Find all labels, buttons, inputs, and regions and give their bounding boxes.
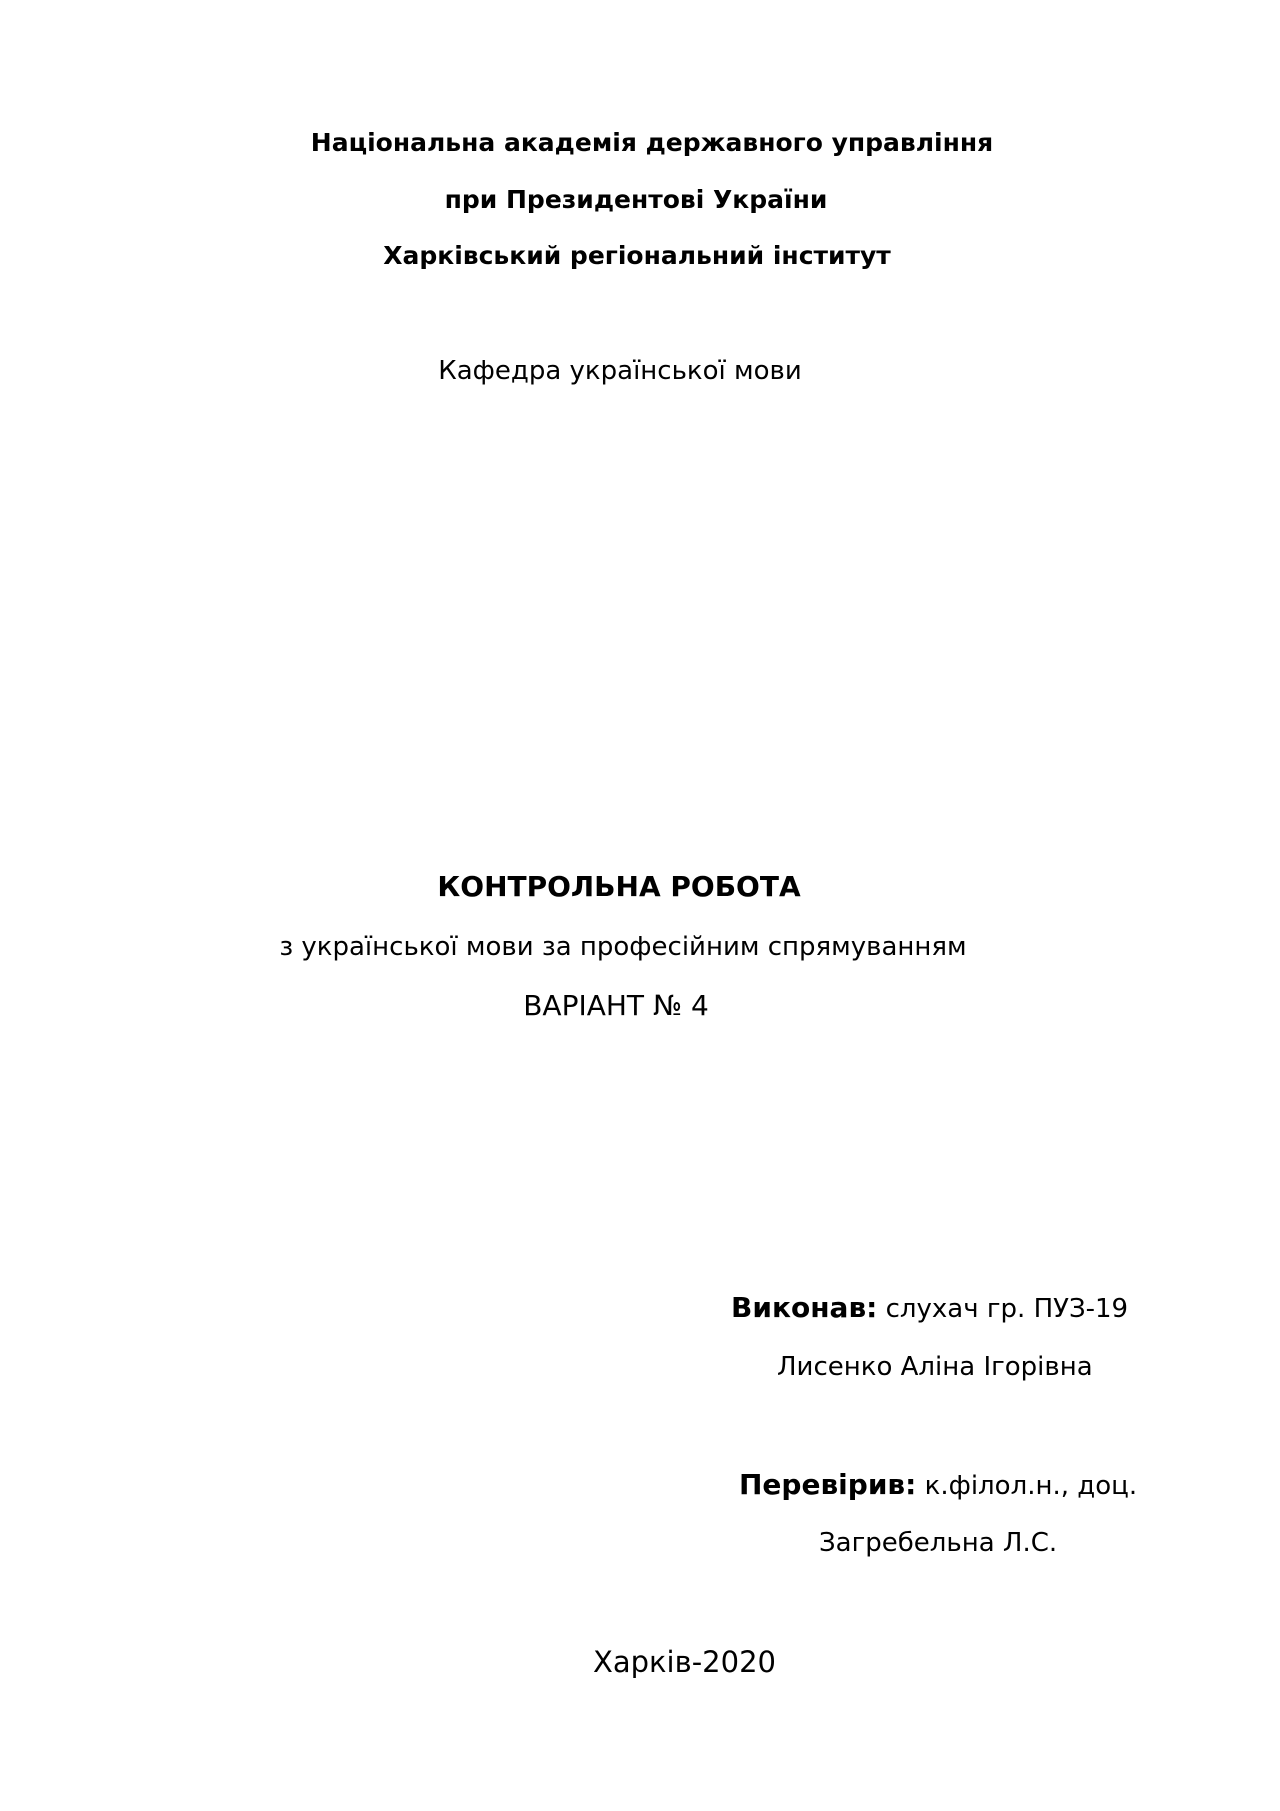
performer-name: Лисенко Аліна Ігорівна [777,1352,1093,1382]
checked-by-line [739,1468,1138,1501]
institution-name-line-2: при Президентові України [444,185,828,214]
checker-name: Загребельна Л.С. [819,1528,1058,1558]
institution-name-line-1: Національна академія державного управління [310,128,994,157]
checked-by-value: к.філол.н., доц. [916,1471,1138,1501]
work-subject: з української мови за професійним спрямуванням [279,932,967,962]
performed-by-line [731,1291,1129,1324]
work-variant: ВАРІАНТ № 4 [523,989,709,1022]
work-title: КОНТРОЛЬНА РОБОТА [437,870,801,903]
city-year: Харків-2020 [593,1645,776,1679]
checked-by-label: Перевірив: [739,1468,917,1501]
institution-name-line-3: Харківський регіональний інститут [383,241,891,270]
department-name: Кафедра української мови [438,356,802,386]
performed-by-value: слухач гр. ПУЗ-19 [877,1294,1129,1324]
performed-by-label: Виконав: [731,1291,878,1324]
